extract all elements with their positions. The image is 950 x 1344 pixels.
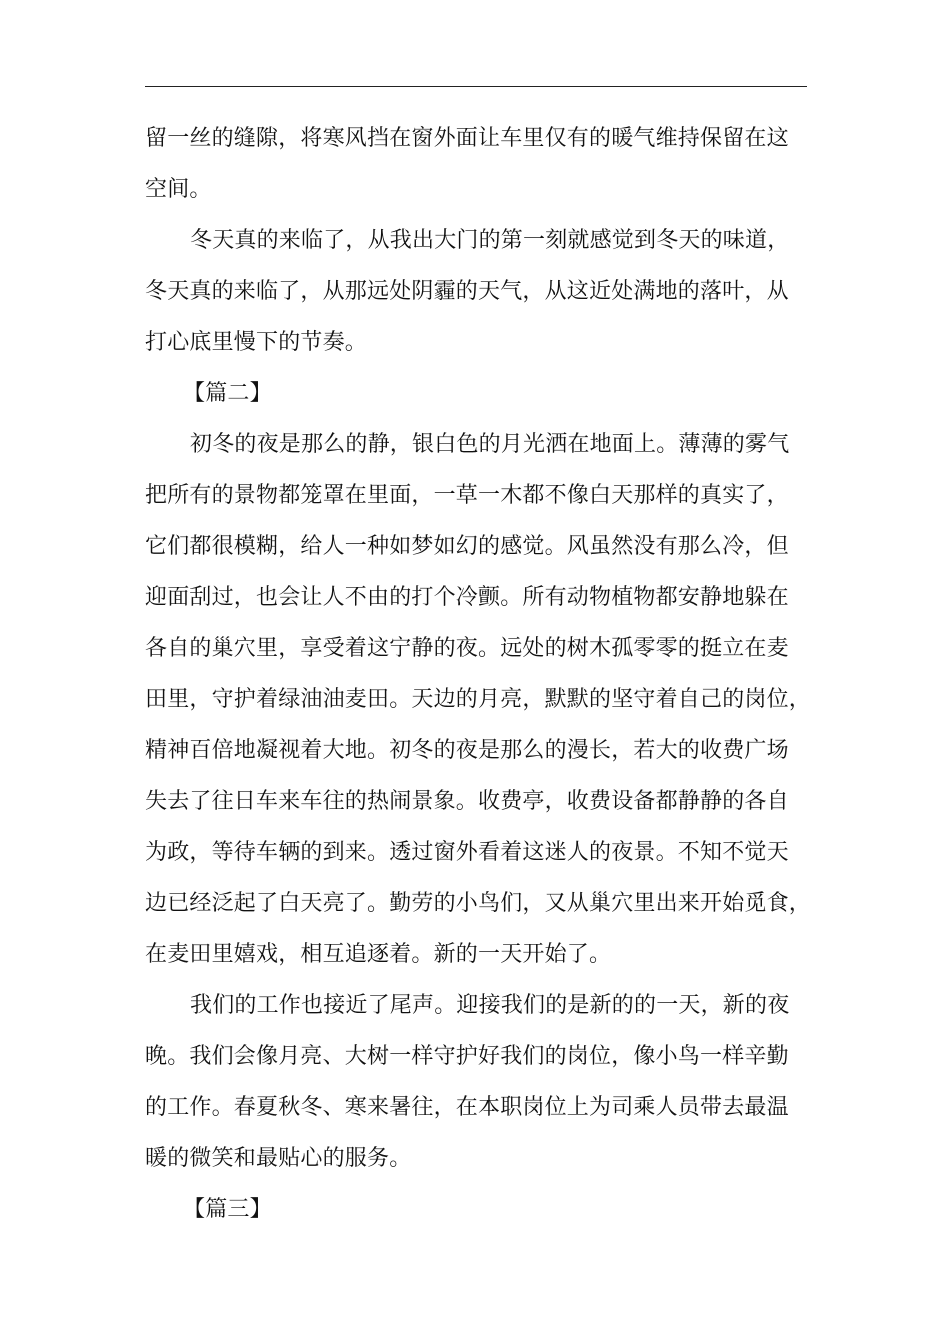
section-heading: 【篇二】 xyxy=(183,381,272,406)
header-rule xyxy=(145,86,807,87)
paragraph-start: 我们的工作也接近了尾声。迎接我们的是新的的一天，新的夜 xyxy=(190,993,790,1018)
paragraph-start: 冬天真的来临了，从我出大门的第一刻就感觉到冬天的味道， xyxy=(190,228,790,253)
text-line: 它们都很模糊，给人一种如梦如幻的感觉。风虽然没有那么冷，但 xyxy=(145,534,789,559)
text-line: 迎面刮过，也会让人不由的打个冷颤。所有动物植物都安静地躲在 xyxy=(145,585,789,610)
text-line: 的工作。春夏秋冬、寒来暑往，在本职岗位上为司乘人员带去最温 xyxy=(145,1095,789,1120)
text-line: 留一丝的缝隙，将寒风挡在窗外面让车里仅有的暖气维持保留在这 xyxy=(145,126,789,151)
text-line: 暖的微笑和最贴心的服务。 xyxy=(145,1146,412,1171)
text-line: 把所有的景物都笼罩在里面，一草一木都不像白天那样的真实了， xyxy=(145,483,789,508)
text-line: 边已经泛起了白天亮了。勤劳的小鸟们，又从巢穴里出来开始觅食， xyxy=(145,891,812,916)
text-line: 失去了往日车来车往的热闹景象。收费亭，收费设备都静静的各自 xyxy=(145,789,789,814)
text-line: 打心底里慢下的节奏。 xyxy=(145,330,368,355)
text-line: 在麦田里嬉戏，相互追逐着。新的一天开始了。 xyxy=(145,942,612,967)
paragraph-start: 初冬的夜是那么的静，银白色的月光洒在地面上。薄薄的雾气 xyxy=(190,432,790,457)
text-line: 冬天真的来临了，从那远处阴霾的天气，从这近处满地的落叶，从 xyxy=(145,279,789,304)
text-line: 空间。 xyxy=(145,177,212,202)
text-line: 田里，守护着绿油油麦田。天边的月亮，默默的坚守着自己的岗位， xyxy=(145,687,812,712)
section-heading: 【篇三】 xyxy=(183,1197,272,1222)
text-line: 各自的巢穴里，享受着这宁静的夜。远处的树木孤零零的挺立在麦 xyxy=(145,636,789,661)
text-line: 晚。我们会像月亮、大树一样守护好我们的岗位，像小鸟一样辛勤 xyxy=(145,1044,789,1069)
text-line: 为政，等待车辆的到来。透过窗外看着这迷人的夜景。不知不觉天 xyxy=(145,840,789,865)
text-line: 精神百倍地凝视着大地。初冬的夜是那么的漫长，若大的收费广场 xyxy=(145,738,789,763)
